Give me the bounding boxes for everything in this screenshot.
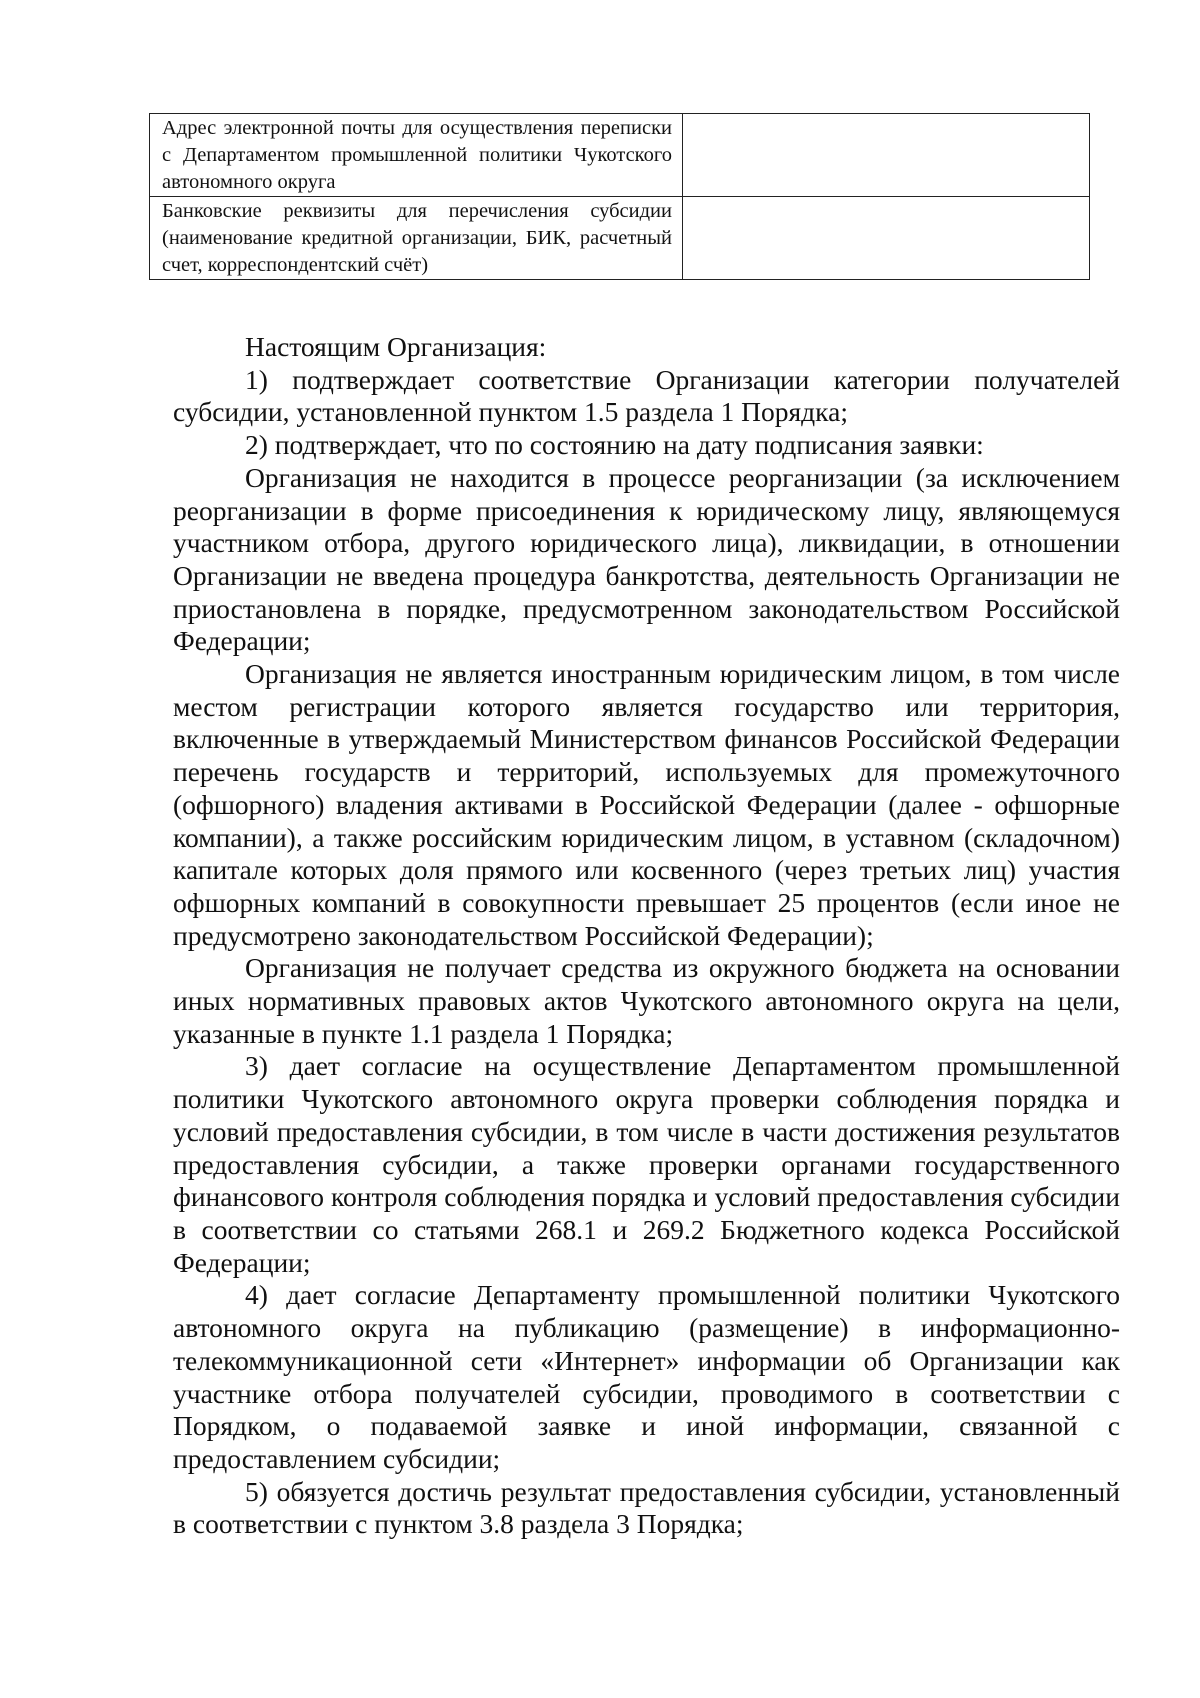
declaration-body xyxy=(173,331,1120,1541)
clause-4-paragraph: 4) дает согласие Департаменту промышленной политики Чукотского автономного округа на публикацию (размещение) в информационно-телекоммуникационной сети «Интернет» информации об Организации как участнике отбора получателей субсидии, проводимого в соответствии с Порядком, о подаваемой заявке и иной информации, связанной с предоставлением субсидии; xyxy=(173,1279,1120,1474)
no-other-funds-paragraph: Организация не получает средства из окружного бюджета на основании иных нормативных правовых актов Чукотского автономного округа на цели, указанные в пункте 1.1 раздела 1 Порядка; xyxy=(173,952,1120,1049)
bank-details-label-cell: Банковские реквизиты для перечисления субсидии (наименование кредитной организации, БИК, расчетный счет, корреспондентский счёт) xyxy=(150,197,683,280)
clause-1-paragraph: 1) подтверждает соответствие Организации категории получателей субсидии, установленной пунктом 1.5 раздела 1 Порядка; xyxy=(173,363,1120,428)
not-foreign-entity-paragraph: Организация не является иностранным юридическим лицом, в том числе местом регистрации которого является государство или территория, включенные в утверждаемый Министерством финансов Российской Федерации перечень государств и территорий, используемых для промежуточного (офшорного) владения активами в Российской Федерации (далее - офшорные компании), а также российским юридическим лицом, в уставном (складочном) капитале которых доля прямого или косвенного (через третьих лиц) участия офшорных компаний в совокупности превышает 25 процентов (если иное не предусмотрено законодательством Российской Федерации); xyxy=(173,658,1120,951)
clause-3-paragraph: 3) дает согласие на осуществление Департаментом промышленной политики Чукотского автономного округа проверки соблюдения порядка и условий предоставления субсидии, в том числе в части достижения результатов предоставления субсидии, а также проверки органами государственного финансового контроля соблюдения порядка и условий предоставления субсидии в соответствии со статьями 268.1 и 269.2 Бюджетного кодекса Российской Федерации; xyxy=(173,1050,1120,1278)
no-reorganization-paragraph: Организация не находится в процессе реорганизации (за исключением реорганизации в форме присоединения к юридическому лицу, являющемуся участником отбора, другого юридического лица), ликвидации, в отношении Организации не введена процедура банкротства, деятельность Организации не приостановлена в порядке, предусмотренном законодательством Российской Федерации; xyxy=(173,461,1120,657)
clause-2-paragraph: 2) подтверждает, что по состоянию на дату подписания заявки: xyxy=(245,429,984,461)
email-label-cell: Адрес электронной почты для осуществления переписки с Департаментом промышленной политики Чукотского автономного округа xyxy=(150,114,683,197)
clause-5-paragraph: 5) обязуется достичь результат предоставления субсидии, установленный в соответствии с пунктом 3.8 раздела 3 Порядка; xyxy=(173,1475,1120,1540)
email-value-cell xyxy=(683,114,1090,197)
table-row xyxy=(150,197,1090,280)
bank-details-value-cell xyxy=(683,197,1090,280)
table-row xyxy=(150,114,1090,197)
intro-paragraph: Настоящим Организация: xyxy=(245,331,547,362)
requisites-table xyxy=(149,113,1090,280)
